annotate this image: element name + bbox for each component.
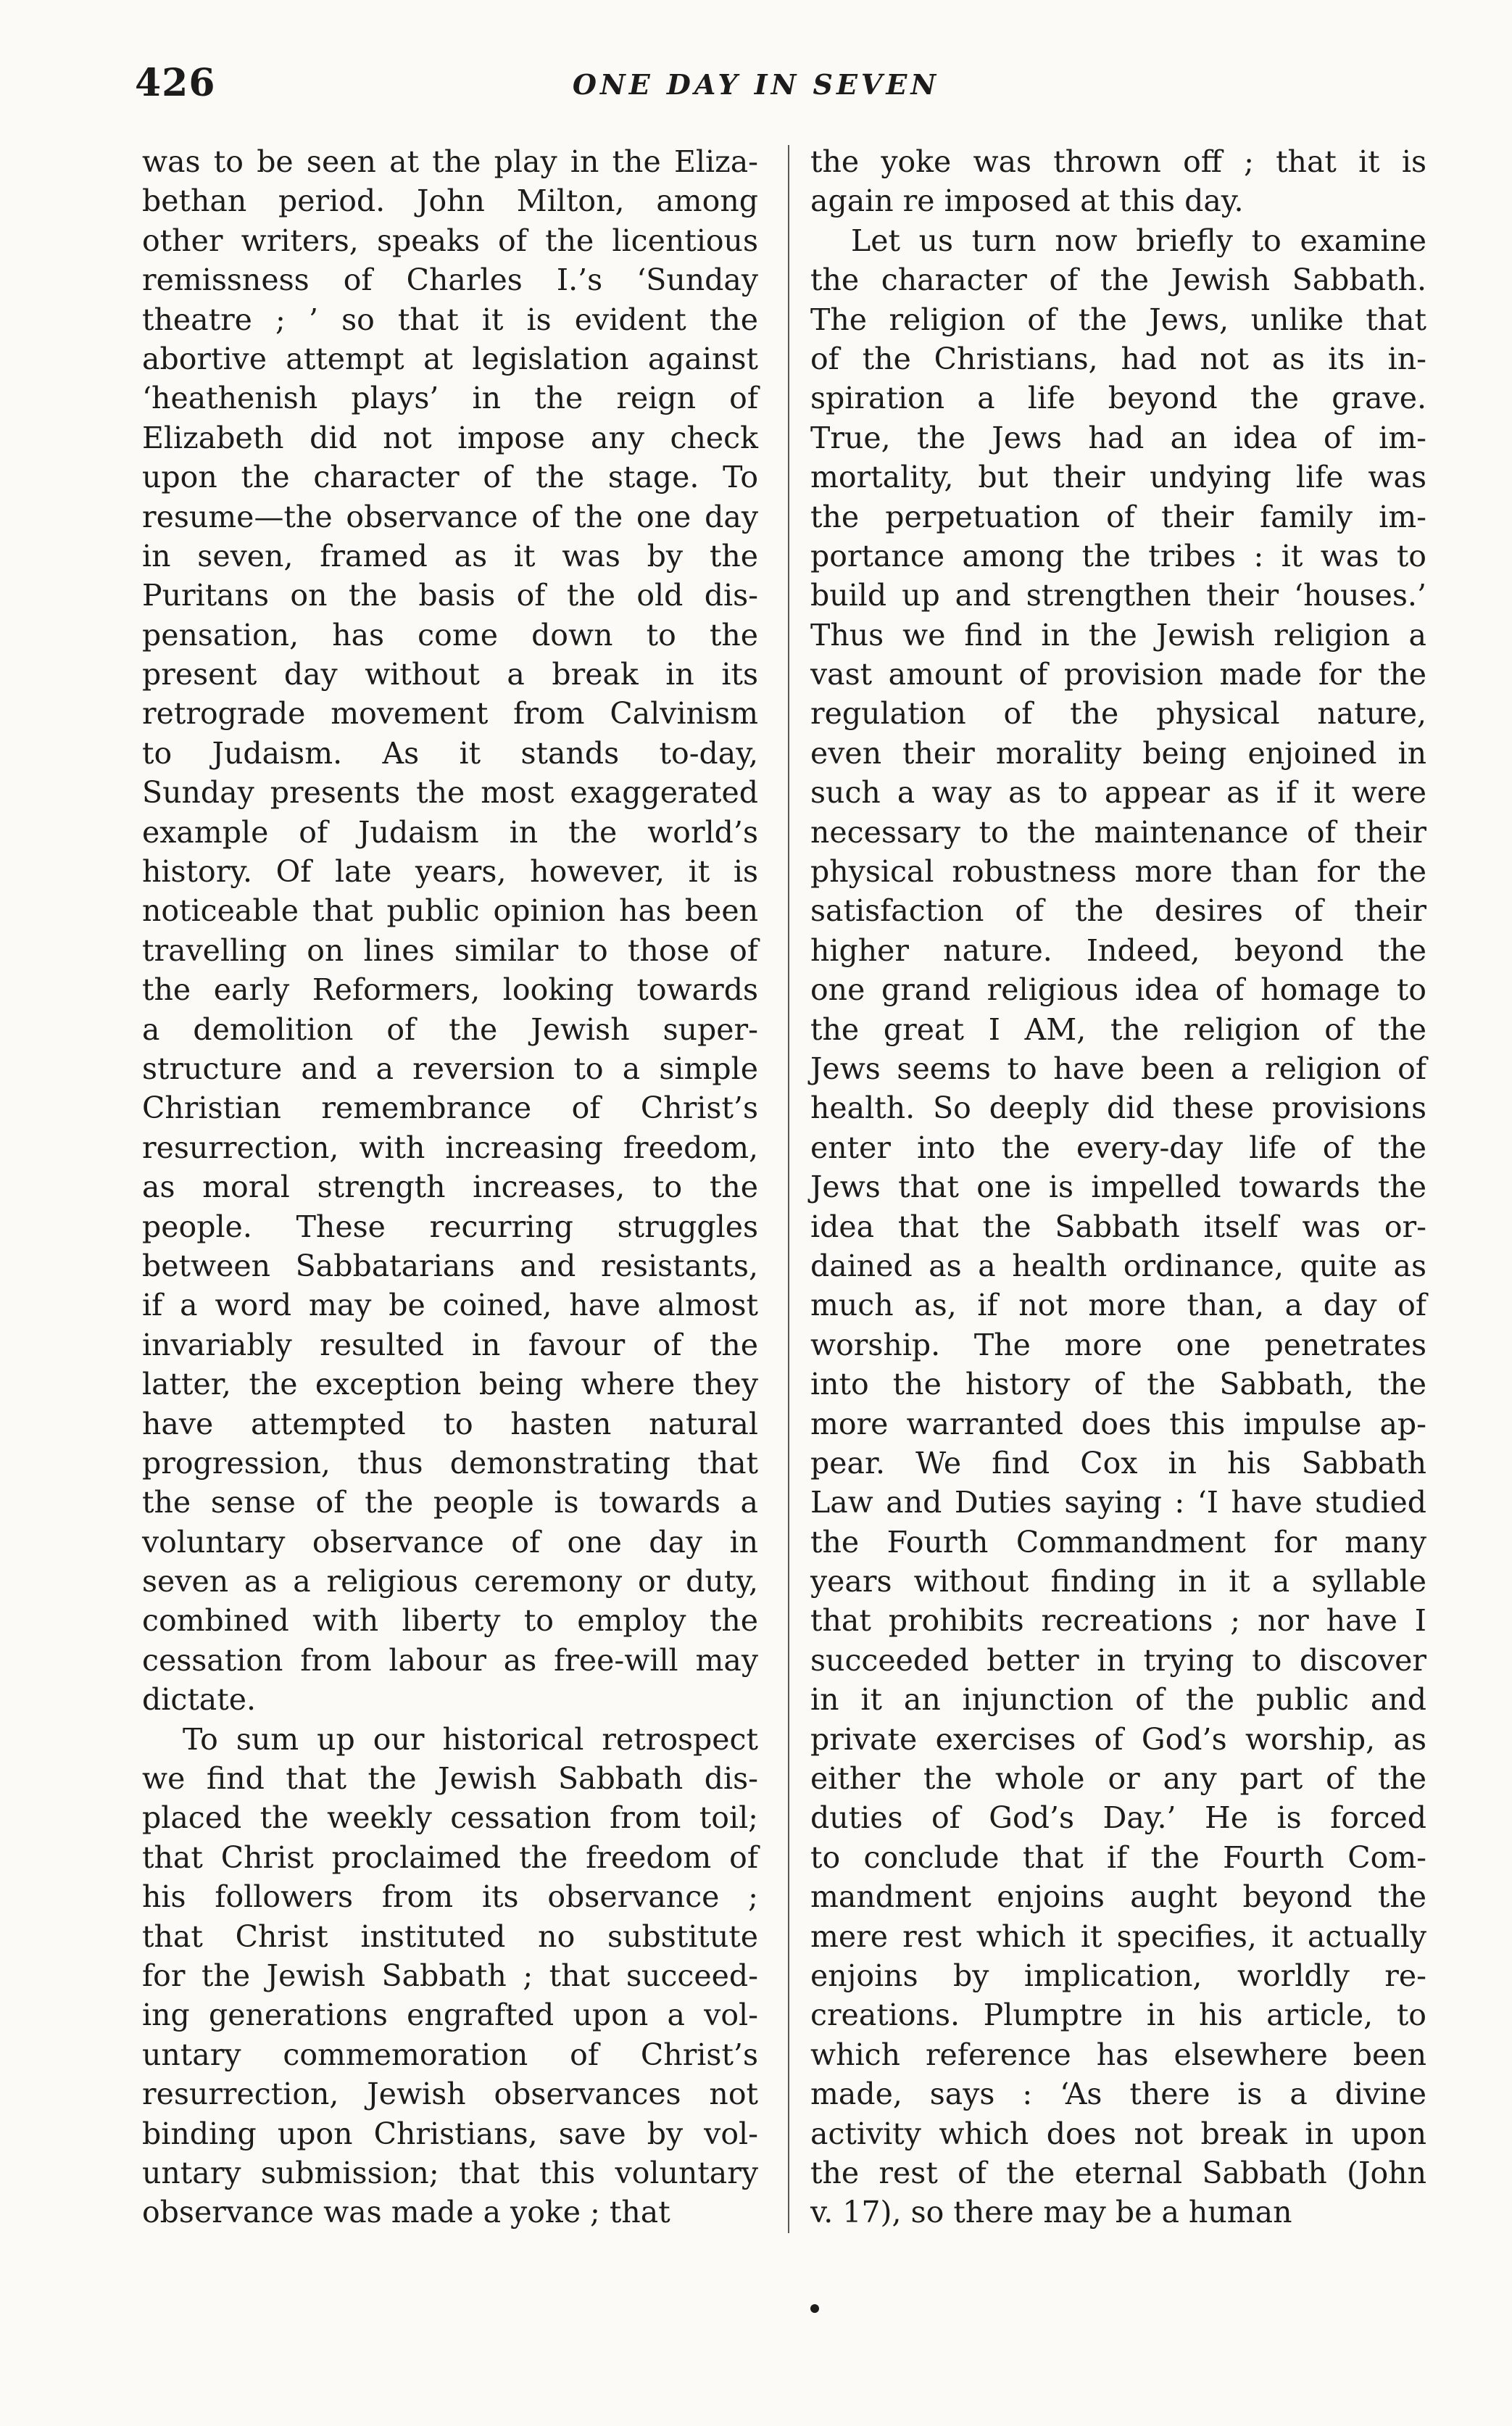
text-line: have attempted to hasten natural bbox=[142, 1406, 758, 1441]
stray-ink-dot bbox=[810, 2304, 819, 2313]
text-line: private exercises of God’s worship, as bbox=[810, 1721, 1426, 1757]
text-line: Sunday presents the most exaggerated bbox=[142, 775, 758, 811]
text-line: duties of God’s Day.’ He is forced bbox=[810, 1800, 1426, 1836]
text-line: voluntary observance of one day in bbox=[142, 1524, 758, 1560]
text-line: observance was made a yoke ; that bbox=[142, 2195, 670, 2230]
text-line: people. These recurring struggles bbox=[142, 1209, 758, 1244]
text-line: to conclude that if the Fourth Com- bbox=[810, 1839, 1426, 1875]
text-line: binding upon Christians, save by vol- bbox=[142, 2116, 758, 2151]
running-head: ONE DAY IN SEVEN bbox=[572, 68, 940, 101]
text-line: remissness of Charles I.’s ‘Sunday bbox=[142, 262, 758, 298]
column-rule bbox=[788, 145, 789, 2233]
text-line: his followers from its observance ; bbox=[142, 1879, 758, 1915]
text-line: one grand religious idea of homage to bbox=[810, 972, 1426, 1008]
text-line: vast amount of provision made for the bbox=[810, 657, 1426, 692]
text-line: between Sabbatarians and resistants, bbox=[142, 1248, 758, 1283]
text-line: structure and a reversion to a simple bbox=[142, 1051, 758, 1086]
text-line: travelling on lines similar to those of bbox=[142, 932, 758, 968]
text-line: resurrection, Jewish observances not bbox=[142, 2077, 758, 2112]
text-line: activity which does not break in upon bbox=[810, 2116, 1426, 2151]
text-line: noticeable that public opinion has been bbox=[142, 893, 758, 929]
text-line: untary commemoration of Christ’s bbox=[142, 2037, 758, 2072]
text-line: resume—the observance of the one day bbox=[142, 499, 758, 534]
text-line: physical robustness more than for the bbox=[810, 854, 1426, 890]
text-line: v. 17), so there may be a human bbox=[810, 2195, 1292, 2230]
text-line: Jews that one is impelled towards the bbox=[810, 1169, 1426, 1205]
text-line: in seven, framed as it was by the bbox=[142, 538, 758, 574]
text-line: the great I AM, the religion of the bbox=[810, 1011, 1426, 1047]
text-line: ing generations engrafted upon a vol- bbox=[142, 1997, 758, 2033]
text-line: Elizabeth did not impose any check bbox=[142, 420, 758, 455]
text-line: of the Christians, had not as its in- bbox=[810, 341, 1426, 376]
text-line: mortality, but their undying life was bbox=[810, 460, 1426, 495]
text-line: theatre ; ’ so that it is evident the bbox=[142, 302, 758, 337]
text-line: retrograde movement from Calvinism bbox=[142, 696, 758, 732]
text-line: example of Judaism in the world’s bbox=[142, 814, 758, 850]
text-line: abortive attempt at legislation against bbox=[142, 341, 758, 376]
page-number: 426 bbox=[135, 61, 216, 105]
text-line: the rest of the eternal Sabbath (John bbox=[810, 2155, 1426, 2190]
text-line: True, the Jews had an idea of im- bbox=[810, 420, 1426, 455]
text-line: worship. The more one penetrates bbox=[810, 1327, 1426, 1362]
text-line: enjoins by implication, worldly re- bbox=[810, 1958, 1426, 1993]
text-line: that Christ instituted no substitute bbox=[142, 1918, 758, 1954]
text-line: was to be seen at the play in the Eliza- bbox=[142, 144, 758, 179]
text-line: placed the weekly cessation from toil; bbox=[142, 1800, 758, 1836]
text-line: Jews seems to have been a religion of bbox=[810, 1051, 1426, 1086]
text-line: much as, if not more than, a day of bbox=[810, 1288, 1426, 1323]
text-line: portance among the tribes : it was to bbox=[810, 538, 1426, 574]
text-line: bethan period. John Milton, among bbox=[142, 183, 758, 219]
text-line: combined with liberty to employ the bbox=[142, 1603, 758, 1639]
text-line: that Christ proclaimed the freedom of bbox=[142, 1839, 758, 1875]
text-line: creations. Plumptre in his article, to bbox=[810, 1997, 1426, 2033]
text-line: succeeded better in trying to discover bbox=[810, 1642, 1426, 1678]
text-line: invariably resulted in favour of the bbox=[142, 1327, 758, 1362]
text-line: the yoke was thrown off ; that it is bbox=[810, 144, 1426, 179]
text-line: resurrection, with increasing freedom, bbox=[142, 1130, 758, 1165]
text-line: To sum up our historical retrospect bbox=[183, 1721, 758, 1757]
text-line: higher nature. Indeed, beyond the bbox=[810, 932, 1426, 968]
text-line: the sense of the people is towards a bbox=[142, 1485, 758, 1520]
text-line: seven as a religious ceremony or duty, bbox=[142, 1564, 758, 1599]
text-line: history. Of late years, however, it is bbox=[142, 854, 758, 890]
text-line: either the whole or any part of the bbox=[810, 1761, 1426, 1797]
text-line: health. So deeply did these provisions bbox=[810, 1090, 1426, 1126]
text-line: idea that the Sabbath itself was or- bbox=[810, 1209, 1426, 1244]
text-line: untary submission; that this voluntary bbox=[142, 2155, 758, 2190]
text-line: satisfaction of the desires of their bbox=[810, 893, 1426, 929]
text-line: upon the character of the stage. To bbox=[142, 460, 758, 495]
text-line: dained as a health ordinance, quite as bbox=[810, 1248, 1426, 1283]
text-line: present day without a break in its bbox=[142, 657, 758, 692]
text-line: Christian remembrance of Christ’s bbox=[142, 1090, 758, 1126]
text-line: ‘heathenish plays’ in the reign of bbox=[142, 381, 758, 416]
text-line: dictate. bbox=[142, 1682, 257, 1718]
text-line: The religion of the Jews, unlike that bbox=[810, 302, 1426, 337]
text-line: build up and strengthen their ‘houses.’ bbox=[810, 578, 1426, 613]
text-line: we find that the Jewish Sabbath dis- bbox=[142, 1761, 758, 1797]
text-line: such a way as to appear as if it were bbox=[810, 775, 1426, 811]
text-line: into the history of the Sabbath, the bbox=[810, 1367, 1426, 1402]
text-line: again re imposed at this day. bbox=[810, 183, 1244, 219]
text-line: for the Jewish Sabbath ; that succeed- bbox=[142, 1958, 758, 1993]
text-line: other writers, speaks of the licentious bbox=[142, 223, 758, 258]
text-line: if a word may be coined, have almost bbox=[142, 1288, 758, 1323]
text-line: even their morality being enjoined in bbox=[810, 735, 1426, 771]
text-line: regulation of the physical nature, bbox=[810, 696, 1426, 732]
text-line: the perpetuation of their family im- bbox=[810, 499, 1426, 534]
text-line: Thus we find in the Jewish religion a bbox=[810, 617, 1426, 653]
text-line: Let us turn now briefly to examine bbox=[851, 223, 1426, 258]
text-line: the early Reformers, looking towards bbox=[142, 972, 758, 1008]
text-line: more warranted does this impulse ap- bbox=[810, 1406, 1426, 1441]
text-line: Law and Duties saying : ‘I have studied bbox=[810, 1485, 1426, 1520]
text-line: enter into the every-day life of the bbox=[810, 1130, 1426, 1165]
text-line: in it an injunction of the public and bbox=[810, 1682, 1426, 1718]
text-line: the character of the Jewish Sabbath. bbox=[810, 262, 1426, 298]
text-line: pear. We find Cox in his Sabbath bbox=[810, 1445, 1426, 1481]
left-column bbox=[142, 142, 758, 2232]
text-line: spiration a life beyond the grave. bbox=[810, 381, 1426, 416]
text-line: progression, thus demonstrating that bbox=[142, 1445, 758, 1481]
text-line: years without finding in it a syllable bbox=[810, 1564, 1426, 1599]
text-line: mandment enjoins aught beyond the bbox=[810, 1879, 1426, 1915]
text-line: pensation, has come down to the bbox=[142, 617, 758, 653]
text-line: the Fourth Commandment for many bbox=[810, 1524, 1426, 1560]
text-line: Puritans on the basis of the old dis- bbox=[142, 578, 758, 613]
text-line: which reference has elsewhere been bbox=[810, 2037, 1426, 2072]
text-line: made, says : ‘As there is a divine bbox=[810, 2077, 1426, 2112]
right-column bbox=[810, 142, 1426, 2232]
text-line: mere rest which it specifies, it actually bbox=[810, 1918, 1426, 1954]
text-line: to Judaism. As it stands to-day, bbox=[142, 735, 758, 771]
text-line: latter, the exception being where they bbox=[142, 1367, 758, 1402]
text-line: that prohibits recreations ; nor have I bbox=[810, 1603, 1426, 1639]
text-line: necessary to the maintenance of their bbox=[810, 814, 1426, 850]
text-line: as moral strength increases, to the bbox=[142, 1169, 758, 1205]
text-line: a demolition of the Jewish super- bbox=[142, 1011, 758, 1047]
text-line: cessation from labour as free-will may bbox=[142, 1642, 758, 1678]
